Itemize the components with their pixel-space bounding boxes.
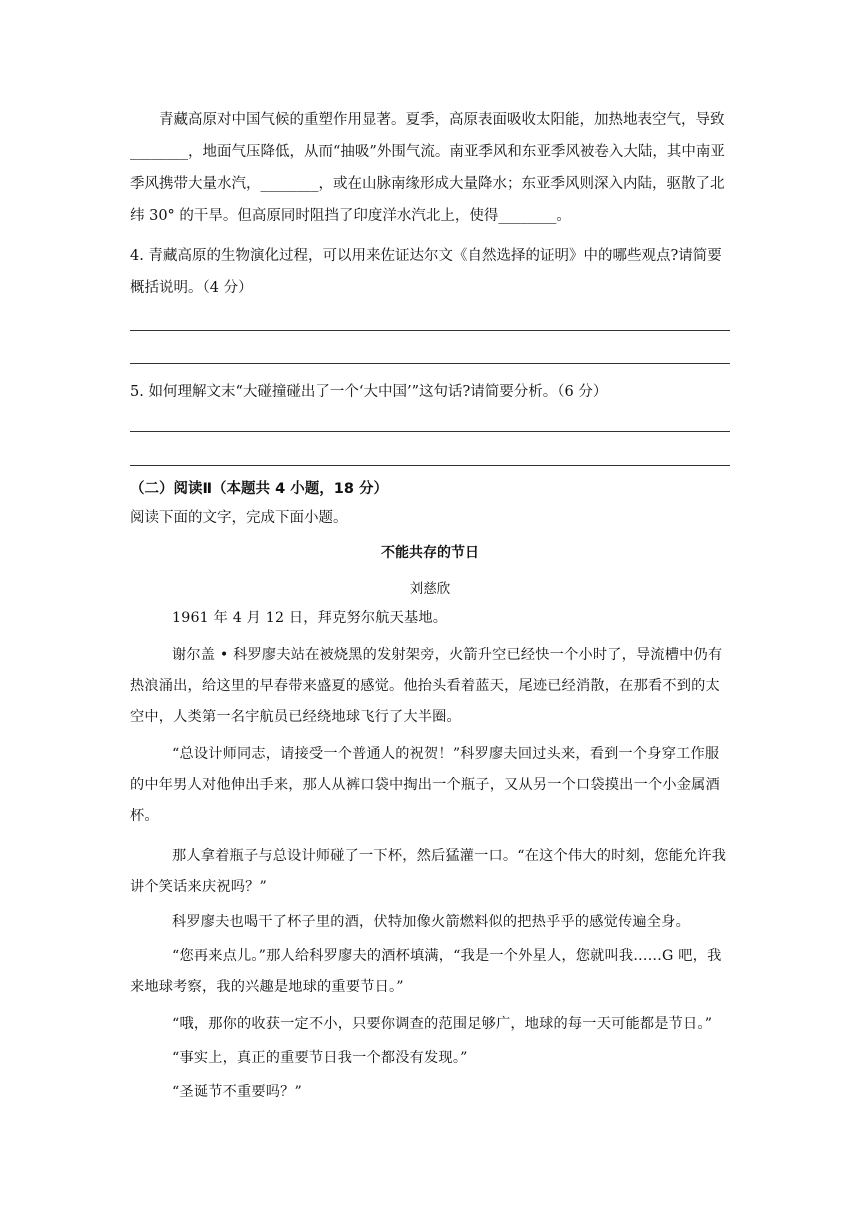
story-paragraph: “事实上，真正的重要节日我一个都没有发现。”	[172, 1050, 468, 1066]
question-5: 5. 如何理解文末“大碰撞碰出了一个‘大中国’”这句话?请简要分析。（6 分）	[130, 384, 608, 400]
story-paragraph: “哦，那你的收获一定不小，只要你调查的范围足够广，地球的每一天可能都是节日。”	[172, 1016, 713, 1032]
answer-line	[130, 431, 730, 432]
story-paragraph: 谢尔盖 • 科罗廖夫站在被烧黑的发射架旁，火箭升空已经快一个小时了，导流槽中仍有热浪涌出，给这里的早春带来盛夏的感觉。他抬头看着蓝天，尾迹已经消散，在那看不到的太空中，人类第一名宇航员已经绕地球飞行了大半圈。	[130, 647, 723, 725]
passage-tail-paragraph: 青藏高原对中国气候的重塑作用显著。夏季，高原表面吸收太阳能，加热地表空气，导致________，地面气压降低，从而“抽吸”外围气流。南亚季风和东亚季风被卷入大陆，其中南亚季风携带大量水汽，________，或在山脉南缘形成大量降水；东亚季风则深入内陆，驱散了北纬 30° 的干旱。但高原同时阻挡了印度洋水汽北上，使得________。	[130, 112, 725, 224]
story-paragraph: “您再来点儿。”那人给科罗廖夫的酒杯填满，“我是一个外星人，您就叫我……G 吧，我来地球考察，我的兴趣是地球的重要节日。”	[130, 948, 722, 995]
answer-line	[130, 465, 730, 466]
instruction-text: 阅读下面的文字，完成下面小题。	[130, 510, 348, 526]
answer-line	[130, 363, 730, 364]
story-paragraph: 科罗廖夫也喝干了杯子里的酒，伏特加像火箭燃料似的把热乎乎的感觉传遍全身。	[172, 914, 690, 930]
question-4: 4. 青藏高原的生物演化过程，可以用来佐证达尔文《自然选择的证明》中的哪些观点?请简要概括说明。（4 分）	[130, 248, 722, 296]
story-title: 不能共存的节日	[381, 545, 479, 561]
story-paragraph: “圣诞节不重要吗？”	[172, 1084, 303, 1100]
story-author: 刘慈欣	[409, 581, 451, 597]
story-paragraph: 那人拿着瓶子与总设计师碰了一下杯，然后猛灌一口。“在这个伟大的时刻，您能允许我讲个笑话来庆祝吗？”	[130, 848, 727, 895]
story-paragraph: “总设计师同志，请接受一个普通人的祝贺！”科罗廖夫回过头来，看到一个身穿工作服的中年男人对他伸出手来，那人从裤口袋中掏出一个瓶子，又从另一个口袋摸出一个小金属酒杯。	[130, 746, 720, 824]
section-heading: （二）阅读Ⅱ（本题共 4 小题，18 分）	[130, 481, 388, 497]
story-paragraph: 1961 年 4 月 12 日，拜克努尔航天基地。	[172, 610, 448, 626]
answer-line	[130, 330, 730, 331]
